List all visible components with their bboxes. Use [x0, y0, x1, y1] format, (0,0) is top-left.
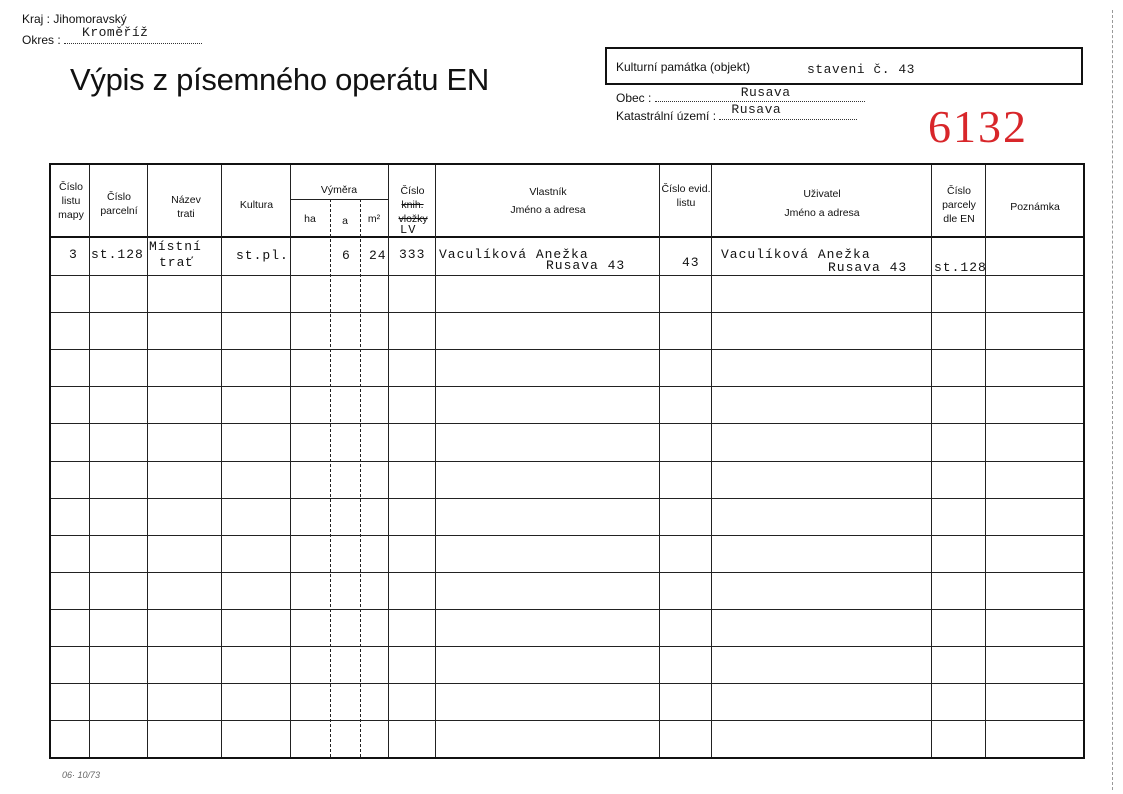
hdr-uzivatel	[713, 187, 931, 220]
monument-label: Kulturní památka (objekt)	[616, 60, 751, 74]
hdr-cislo-knih	[390, 184, 435, 227]
row-line	[51, 461, 1083, 462]
hdr-vlastnik-title: Vlastník	[529, 186, 567, 198]
row-line	[51, 535, 1083, 536]
hdr-cislo-parcely-en: Číslo parcely dle EN	[942, 185, 976, 226]
katastr-field	[719, 102, 857, 120]
hdr-a: a	[342, 215, 348, 227]
hdr-lv: LV	[400, 223, 417, 237]
kraj-label: Kraj :	[22, 12, 51, 26]
hdr-cislo-parcelni: Číslo parcelní	[100, 191, 138, 218]
monument-value: staveni č. 43	[807, 62, 915, 77]
hdr-cislo-evid: Číslo evid. listu	[661, 183, 711, 210]
row-line	[51, 609, 1083, 610]
monument-box	[605, 47, 1083, 85]
hdr-kultura: Kultura	[239, 199, 274, 211]
row-line	[51, 646, 1083, 647]
row1-parcela: st.128	[91, 247, 144, 262]
row1-trat-line2: trať	[159, 255, 195, 270]
row-line	[51, 423, 1083, 424]
kraj-value: Jihomoravský	[53, 12, 127, 26]
vymera-dash-line	[330, 199, 331, 757]
kraj-row	[22, 12, 127, 26]
row1-uzivatel-name: Vaculíková Anežka	[721, 247, 871, 262]
row1-kultura: st.pl.	[236, 248, 289, 263]
hdr-vlastnik	[437, 185, 659, 217]
vymera-subline	[290, 199, 388, 200]
hdr-poznamka: Poznámka	[1010, 201, 1060, 213]
row-line	[51, 498, 1083, 499]
row1-uzivatel-addr: Rusava 43	[828, 260, 908, 275]
hdr-nazev-trati: Název trati	[171, 194, 201, 221]
katastr-row	[616, 102, 857, 123]
row1-listu: 3	[69, 247, 78, 262]
vymera-dash-line	[360, 199, 361, 757]
hdr-m2: m²	[367, 213, 381, 225]
obec-label: Obec :	[616, 91, 652, 105]
okres-label: Okres :	[22, 33, 61, 47]
page-edge	[1112, 10, 1113, 790]
row-line	[51, 275, 1083, 276]
katastr-label: Katastrální území :	[616, 109, 717, 123]
hdr-uzivatel-sub: Jméno a adresa	[784, 207, 860, 220]
hdr-vlastnik-sub: Jméno a adresa	[510, 204, 586, 217]
row1-vlastnik-addr: Rusava 43	[546, 258, 626, 273]
row-line	[51, 349, 1083, 350]
row-line	[51, 683, 1083, 684]
row1-a: 6	[342, 248, 351, 263]
row-line	[51, 572, 1083, 573]
hdr-uzivatel-title: Uživatel	[803, 188, 841, 200]
row1-lv: 333	[399, 247, 426, 262]
page-title: Výpis z písemného operátu EN	[70, 62, 489, 97]
okres-row	[22, 25, 202, 47]
okres-field	[64, 25, 202, 44]
red-stamp-number: 6132	[928, 101, 1028, 152]
row-line	[51, 312, 1083, 313]
row1-vlastnik-name: Vaculíková Anežka	[439, 247, 589, 262]
row1-m2: 24	[369, 248, 387, 263]
row-line	[51, 386, 1083, 387]
en-table	[49, 163, 1085, 759]
hdr-vymera: Výměra	[320, 184, 358, 196]
row1-evid: 43	[682, 255, 700, 270]
hdr-ha: ha	[304, 213, 316, 225]
row-line	[51, 720, 1083, 721]
form-footer-code: 06· 10/73	[62, 770, 101, 780]
obec-field	[655, 85, 865, 102]
row1-trat-line1: Místní	[149, 239, 202, 254]
obec-value: Rusava	[740, 85, 791, 100]
hdr-knih-vlozky-struck: knih. vložky	[398, 199, 428, 226]
okres-value: Kroměříž	[82, 25, 149, 40]
hdr-cislo-knih-top: Číslo	[400, 185, 425, 197]
katastr-value: Rusava	[731, 102, 782, 117]
header-divider	[51, 236, 1083, 238]
row1-parcela-en: st.128	[934, 260, 987, 275]
hdr-cislo-listu: Číslo listu mapy	[58, 181, 84, 222]
